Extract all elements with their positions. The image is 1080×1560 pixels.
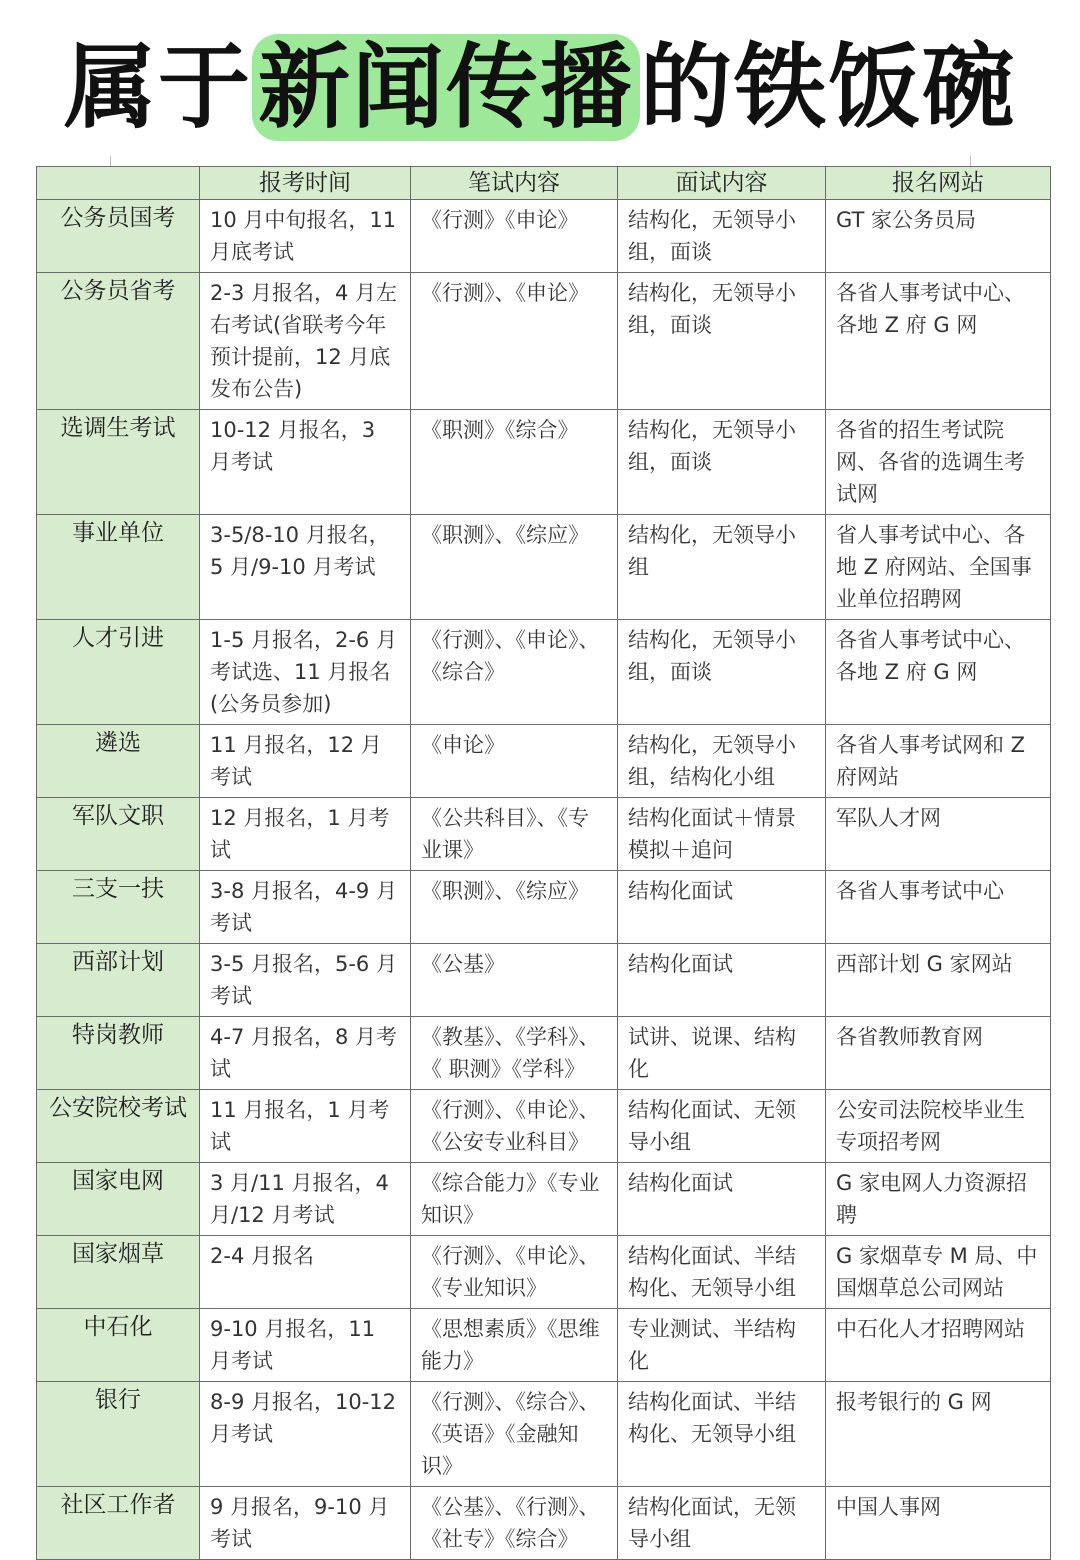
interview-cell: 试讲、说课、结构化 [618,1017,826,1090]
time-cell: 1-5 月报名，2-6 月考试选、11 月报名 (公务员参加) [200,620,411,725]
interview-cell: 结构化，无领导小组，面谈 [618,410,826,515]
row-name-cell: 公务员省考 [37,273,200,410]
interview-cell: 结构化面试 [618,944,826,1017]
table-row [37,515,1051,620]
time-cell: 3-8 月报名，4-9 月考试 [200,871,411,944]
time-cell: 9-10 月报名，11 月考试 [200,1309,411,1382]
table-row [37,798,1051,871]
page-title [0,28,1080,148]
table-row [37,944,1051,1017]
title-after: 的铁饭碗 [640,34,1017,141]
written-cell: 《行测》、《申论》、《专业知识》 [411,1236,618,1309]
written-cell: 《行测》、《综合》、《英语》《金融知识》 [411,1382,618,1487]
written-cell: 《职测》《综合》 [411,410,618,515]
table-row [37,871,1051,944]
header-blank [37,167,200,200]
row-name-cell: 国家烟草 [37,1236,200,1309]
row-name-cell: 三支一扶 [37,871,200,944]
header-time: 报考时间 [200,167,411,200]
site-cell: G 家烟草专 M 局、中国烟草总公司网站 [826,1236,1051,1309]
site-cell: 各省的招生考试院网、各省的选调生考试网 [826,410,1051,515]
table-row [37,1382,1051,1487]
site-cell: 报考银行的 G 网 [826,1382,1051,1487]
site-cell: G 家电网人力资源招聘 [826,1163,1051,1236]
interview-cell: 专业测试、半结构化 [618,1309,826,1382]
row-name-cell: 选调生考试 [37,410,200,515]
written-cell: 《综合能力》《专业知识》 [411,1163,618,1236]
time-cell: 10-12 月报名，3 月考试 [200,410,411,515]
table-row [37,1163,1051,1236]
interview-cell: 结构化，无领导小组，面谈 [618,620,826,725]
written-cell: 《行测》、《申论》、《公安专业科目》 [411,1090,618,1163]
written-cell: 《公基》 [411,944,618,1017]
written-cell: 《公共科目》、《专业课》 [411,798,618,871]
site-cell: 各省人事考试中心、各地 Z 府 G 网 [826,273,1051,410]
interview-cell: 结构化面试 [618,871,826,944]
written-cell: 《行测》《申论》 [411,200,618,273]
scan-mark [110,156,111,166]
row-name-cell: 中石化 [37,1309,200,1382]
written-cell: 《申论》 [411,725,618,798]
site-cell: GT 家公务员局 [826,200,1051,273]
site-cell: 省人事考试中心、各地 Z 府网站、全国事业单位招聘网 [826,515,1051,620]
time-cell: 2-4 月报名 [200,1236,411,1309]
title-highlight: 新闻传播 [252,34,640,141]
table-row [37,200,1051,273]
row-name-cell: 西部计划 [37,944,200,1017]
row-name-cell: 公务员国考 [37,200,200,273]
time-cell: 9 月报名，9-10 月考试 [200,1487,411,1560]
header-site: 报名网站 [826,167,1051,200]
site-cell: 各省人事考试网和 Z 府网站 [826,725,1051,798]
time-cell: 3-5/8-10 月报名，5 月/9-10 月考试 [200,515,411,620]
time-cell: 8-9 月报名，10-12 月考试 [200,1382,411,1487]
header-written: 笔试内容 [411,167,618,200]
table-body [37,200,1051,1560]
interview-cell: 结构化面试、半结构化、无领导小组 [618,1382,826,1487]
interview-cell: 结构化面试、无领导小组 [618,1090,826,1163]
site-cell: 公安司法院校毕业生专项招考网 [826,1090,1051,1163]
site-cell: 西部计划 G 家网站 [826,944,1051,1017]
interview-cell: 结构化面试，无领导小组 [618,1487,826,1560]
written-cell: 《行测》、《申论》、《综合》 [411,620,618,725]
time-cell: 10 月中旬报名，11 月底考试 [200,200,411,273]
exam-table [36,166,1051,1560]
row-name-cell: 银行 [37,1382,200,1487]
written-cell: 《公基》、《行测》、《社专》《综合》 [411,1487,618,1560]
row-name-cell: 事业单位 [37,515,200,620]
written-cell: 《行测》、《申论》 [411,273,618,410]
table-row [37,1017,1051,1090]
site-cell: 军队人才网 [826,798,1051,871]
row-name-cell: 军队文职 [37,798,200,871]
time-cell: 11 月报名，1 月考试 [200,1090,411,1163]
site-cell: 各省教师教育网 [826,1017,1051,1090]
row-name-cell: 人才引进 [37,620,200,725]
written-cell: 《职测》、《综应》 [411,871,618,944]
interview-cell: 结构化，无领导小组，结构化小组 [618,725,826,798]
table-row [37,1487,1051,1560]
table-row [37,725,1051,798]
time-cell: 4-7 月报名，8 月考试 [200,1017,411,1090]
site-cell: 中石化人才招聘网站 [826,1309,1051,1382]
row-name-cell: 国家电网 [37,1163,200,1236]
row-name-cell: 特岗教师 [37,1017,200,1090]
interview-cell: 结构化，无领导小组，面谈 [618,273,826,410]
written-cell: 《职测》、《综应》 [411,515,618,620]
row-name-cell: 公安院校考试 [37,1090,200,1163]
header-interview: 面试内容 [618,167,826,200]
written-cell: 《教基》、《学科》、《 职测》《学科》 [411,1017,618,1090]
table-row [37,1236,1051,1309]
table-row [37,410,1051,515]
interview-cell: 结构化面试＋情景模拟＋追问 [618,798,826,871]
row-name-cell: 社区工作者 [37,1487,200,1560]
time-cell: 3 月/11 月报名，4 月/12 月考试 [200,1163,411,1236]
time-cell: 11 月报名，12 月考试 [200,725,411,798]
table-row [37,620,1051,725]
written-cell: 《思想素质》《思维能力》 [411,1309,618,1382]
exam-table-container [36,166,1050,1560]
interview-cell: 结构化面试、半结构化、无领导小组 [618,1236,826,1309]
table-header-row [37,167,1051,200]
interview-cell: 结构化，无领导小组，面谈 [618,200,826,273]
title-before: 属于 [63,34,252,141]
table-row [37,1309,1051,1382]
row-name-cell: 遴选 [37,725,200,798]
scan-mark [970,156,971,166]
interview-cell: 结构化，无领导小组 [618,515,826,620]
site-cell: 各省人事考试中心 [826,871,1051,944]
table-row [37,273,1051,410]
site-cell: 中国人事网 [826,1487,1051,1560]
site-cell: 各省人事考试中心、各地 Z 府 G 网 [826,620,1051,725]
time-cell: 12 月报名，1 月考试 [200,798,411,871]
table-row [37,1090,1051,1163]
time-cell: 2-3 月报名，4 月左右考试(省联考今年预计提前，12 月底发布公告) [200,273,411,410]
interview-cell: 结构化面试 [618,1163,826,1236]
time-cell: 3-5 月报名，5-6 月考试 [200,944,411,1017]
